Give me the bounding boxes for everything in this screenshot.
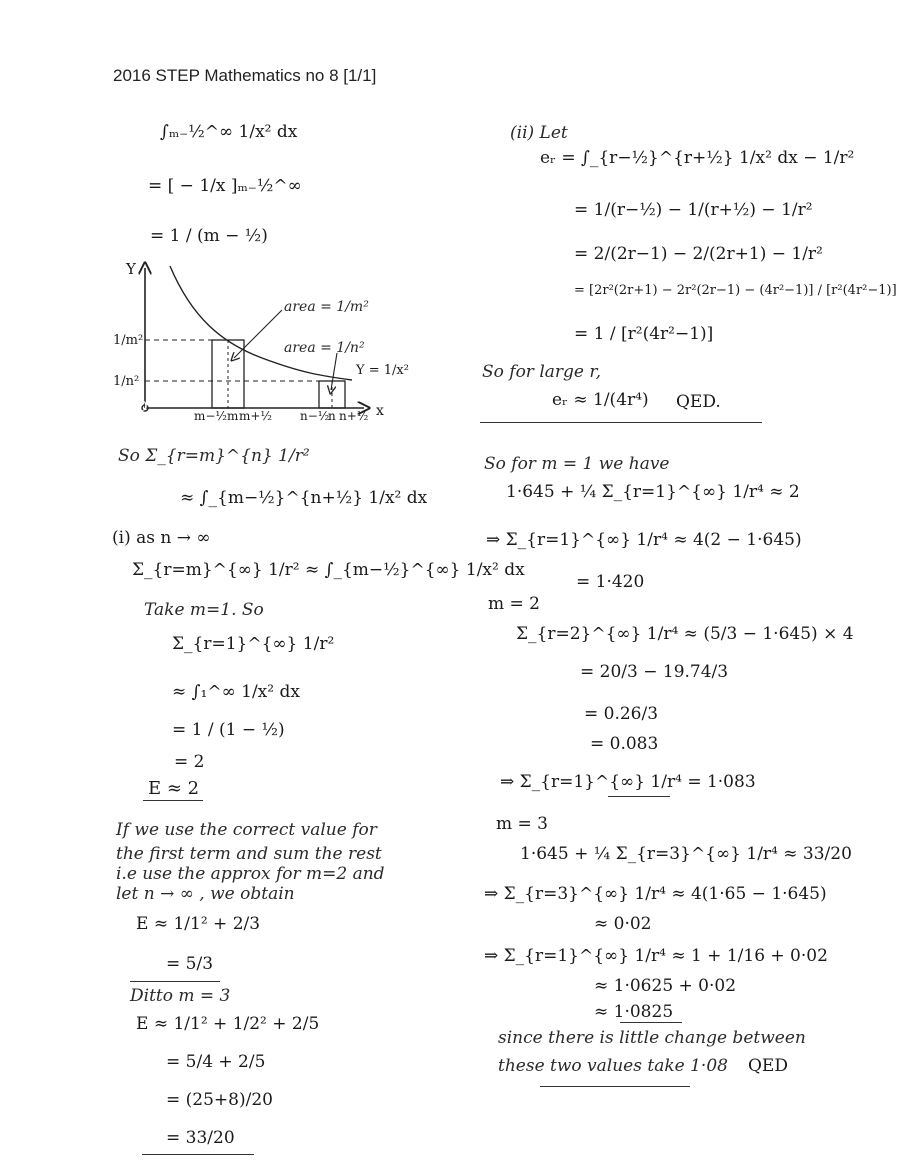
integral-1: ∫ₘ₋½^∞ 1/x² dx [160,122,298,142]
so-for-large-r: So for large r, [482,362,602,382]
m3-implies: ⇒ Σ_{r=3}^{∞} 1/r⁴ ≈ 4(1·65 − 1·645) [484,884,827,904]
m3-step-3: ≈ 1·0825 [594,1002,674,1022]
step-1: = [ − 1/x ]ₘ₋½^∞ [148,176,302,196]
m2-label: m = 2 [488,594,540,614]
curve [170,266,352,380]
eq-54: = 5/4 + 2/5 [166,1052,266,1072]
m1-equation: 1·645 + ¼ Σ_{r=1}^{∞} 1/r⁴ ≈ 2 [506,482,800,502]
y-tick-m: 1/m² [113,333,144,348]
x-axis-label: x [376,403,384,419]
conclusion-line-2: these two values take 1·08 [498,1056,728,1076]
x-tick-n-plus-half: n+½ [339,409,369,423]
m3-implies-2: ⇒ Σ_{r=1}^{∞} 1/r⁴ ≈ 1 + 1/16 + 0·02 [484,946,828,966]
origin-label: O [136,399,148,415]
qed-1: QED. [676,392,721,412]
m3-step-1: ≈ 0·02 [594,914,652,934]
note-line-2: the first term and sum the rest [116,844,382,864]
m2-step-1: = 20/3 − 19.74/3 [580,662,729,682]
m3-label: m = 3 [496,814,548,834]
e-step-4: = 1 / [r²(4r²−1)] [574,324,714,344]
underline-3320 [142,1154,254,1155]
eq-2520: = (25+8)/20 [166,1090,273,1110]
x-tick-n: n [328,409,336,423]
e-approx: eᵣ ≈ 1/(4r⁴) [552,390,649,410]
underline-5-3 [130,981,220,982]
conclusion-line-1: since there is little change between [498,1028,806,1048]
sum-r1: Σ_{r=1}^{∞} 1/r² [172,634,335,654]
e-step-2: = 2/(2r−1) − 2/(2r+1) − 1/r² [574,244,823,264]
m1-implies: ⇒ Σ_{r=1}^{∞} 1/r⁴ ≈ 4(2 − 1·645) [486,530,802,550]
m3-step-2: ≈ 1·0625 + 0·02 [594,976,737,996]
m2-step-2: = 0.26/3 [584,704,659,724]
eq-half: = 1 / (1 − ½) [172,720,285,740]
e-step-3: = [2r²(2r+1) − 2r²(2r−1) − (4r²−1)] / [r²(4r²−1)] [574,283,897,298]
underline-E2 [143,800,203,801]
divider-right [480,422,762,423]
eq-2: = 2 [174,752,205,772]
m3-line: 1·645 + ¼ Σ_{r=3}^{∞} 1/r⁴ ≈ 33/20 [520,844,852,864]
m2-line: Σ_{r=2}^{∞} 1/r⁴ ≈ (5/3 − 1·645) × 4 [516,624,854,644]
part-ii-heading: (ii) Let [510,123,568,143]
underline-1083 [608,796,670,797]
rect-m [212,340,244,408]
area-m-label: area = 1/m² [284,299,369,315]
x-tick-m-minus-half: m−½ [194,409,228,423]
part-i-line: Σ_{r=m}^{∞} 1/r² ≈ ∫_{m−½}^{∞} 1/x² dx [132,560,525,580]
x-tick-m: m [227,409,239,423]
part-i-heading: (i) as n → ∞ [112,528,211,548]
area-n-label: area = 1/n² [284,340,365,356]
note-line-3: i.e use the approx for m=2 and [116,864,385,884]
underline-final [540,1086,690,1087]
m1-result: = 1·420 [576,572,645,592]
note-line-1: If we use the correct value for [116,820,377,840]
ditto-m3: Ditto m = 3 [130,986,231,1006]
E-m2: E ≈ 1/1² + 2/3 [136,914,261,934]
m1-intro: So for m = 1 we have [484,454,670,474]
m2-result: ⇒ Σ_{r=1}^{∞} 1/r⁴ = 1·083 [500,772,756,792]
m2-step-3: = 0.083 [590,734,659,754]
e-step-1: = 1/(r−½) − 1/(r+½) − 1/r² [574,200,813,220]
x-tick-n-minus-half: n−½ [300,409,330,423]
y-tick-n: 1/n² [113,374,140,389]
E-approx-2: E ≈ 2 [148,778,200,799]
E-m3: E ≈ 1/1² + 1/2² + 2/5 [136,1014,320,1034]
note-line-4: let n → ∞ , we obtain [116,884,295,904]
y-axis-label: Y [126,260,136,278]
underline-10825 [620,1022,682,1023]
x-tick-m-plus-half: m+½ [239,409,273,423]
eq-5-3: = 5/3 [166,954,214,974]
eq-3320: = 33/20 [166,1128,235,1148]
page-title: 2016 STEP Mathematics no 8 [1/1] [113,66,377,85]
curve-label: Y = 1/x² [356,363,409,378]
approx-integral: ≈ ∫_{m−½}^{n+½} 1/x² dx [180,488,428,508]
approx-r1: ≈ ∫₁^∞ 1/x² dx [172,682,300,702]
qed-2: QED [748,1056,788,1076]
e-definition: eᵣ = ∫_{r−½}^{r+½} 1/x² dx − 1/r² [540,148,855,168]
step-2: = 1 / (m − ½) [150,226,268,246]
take-m1: Take m=1. So [144,600,264,620]
so-sum: So Σ_{r=m}^{n} 1/r² [118,446,310,466]
